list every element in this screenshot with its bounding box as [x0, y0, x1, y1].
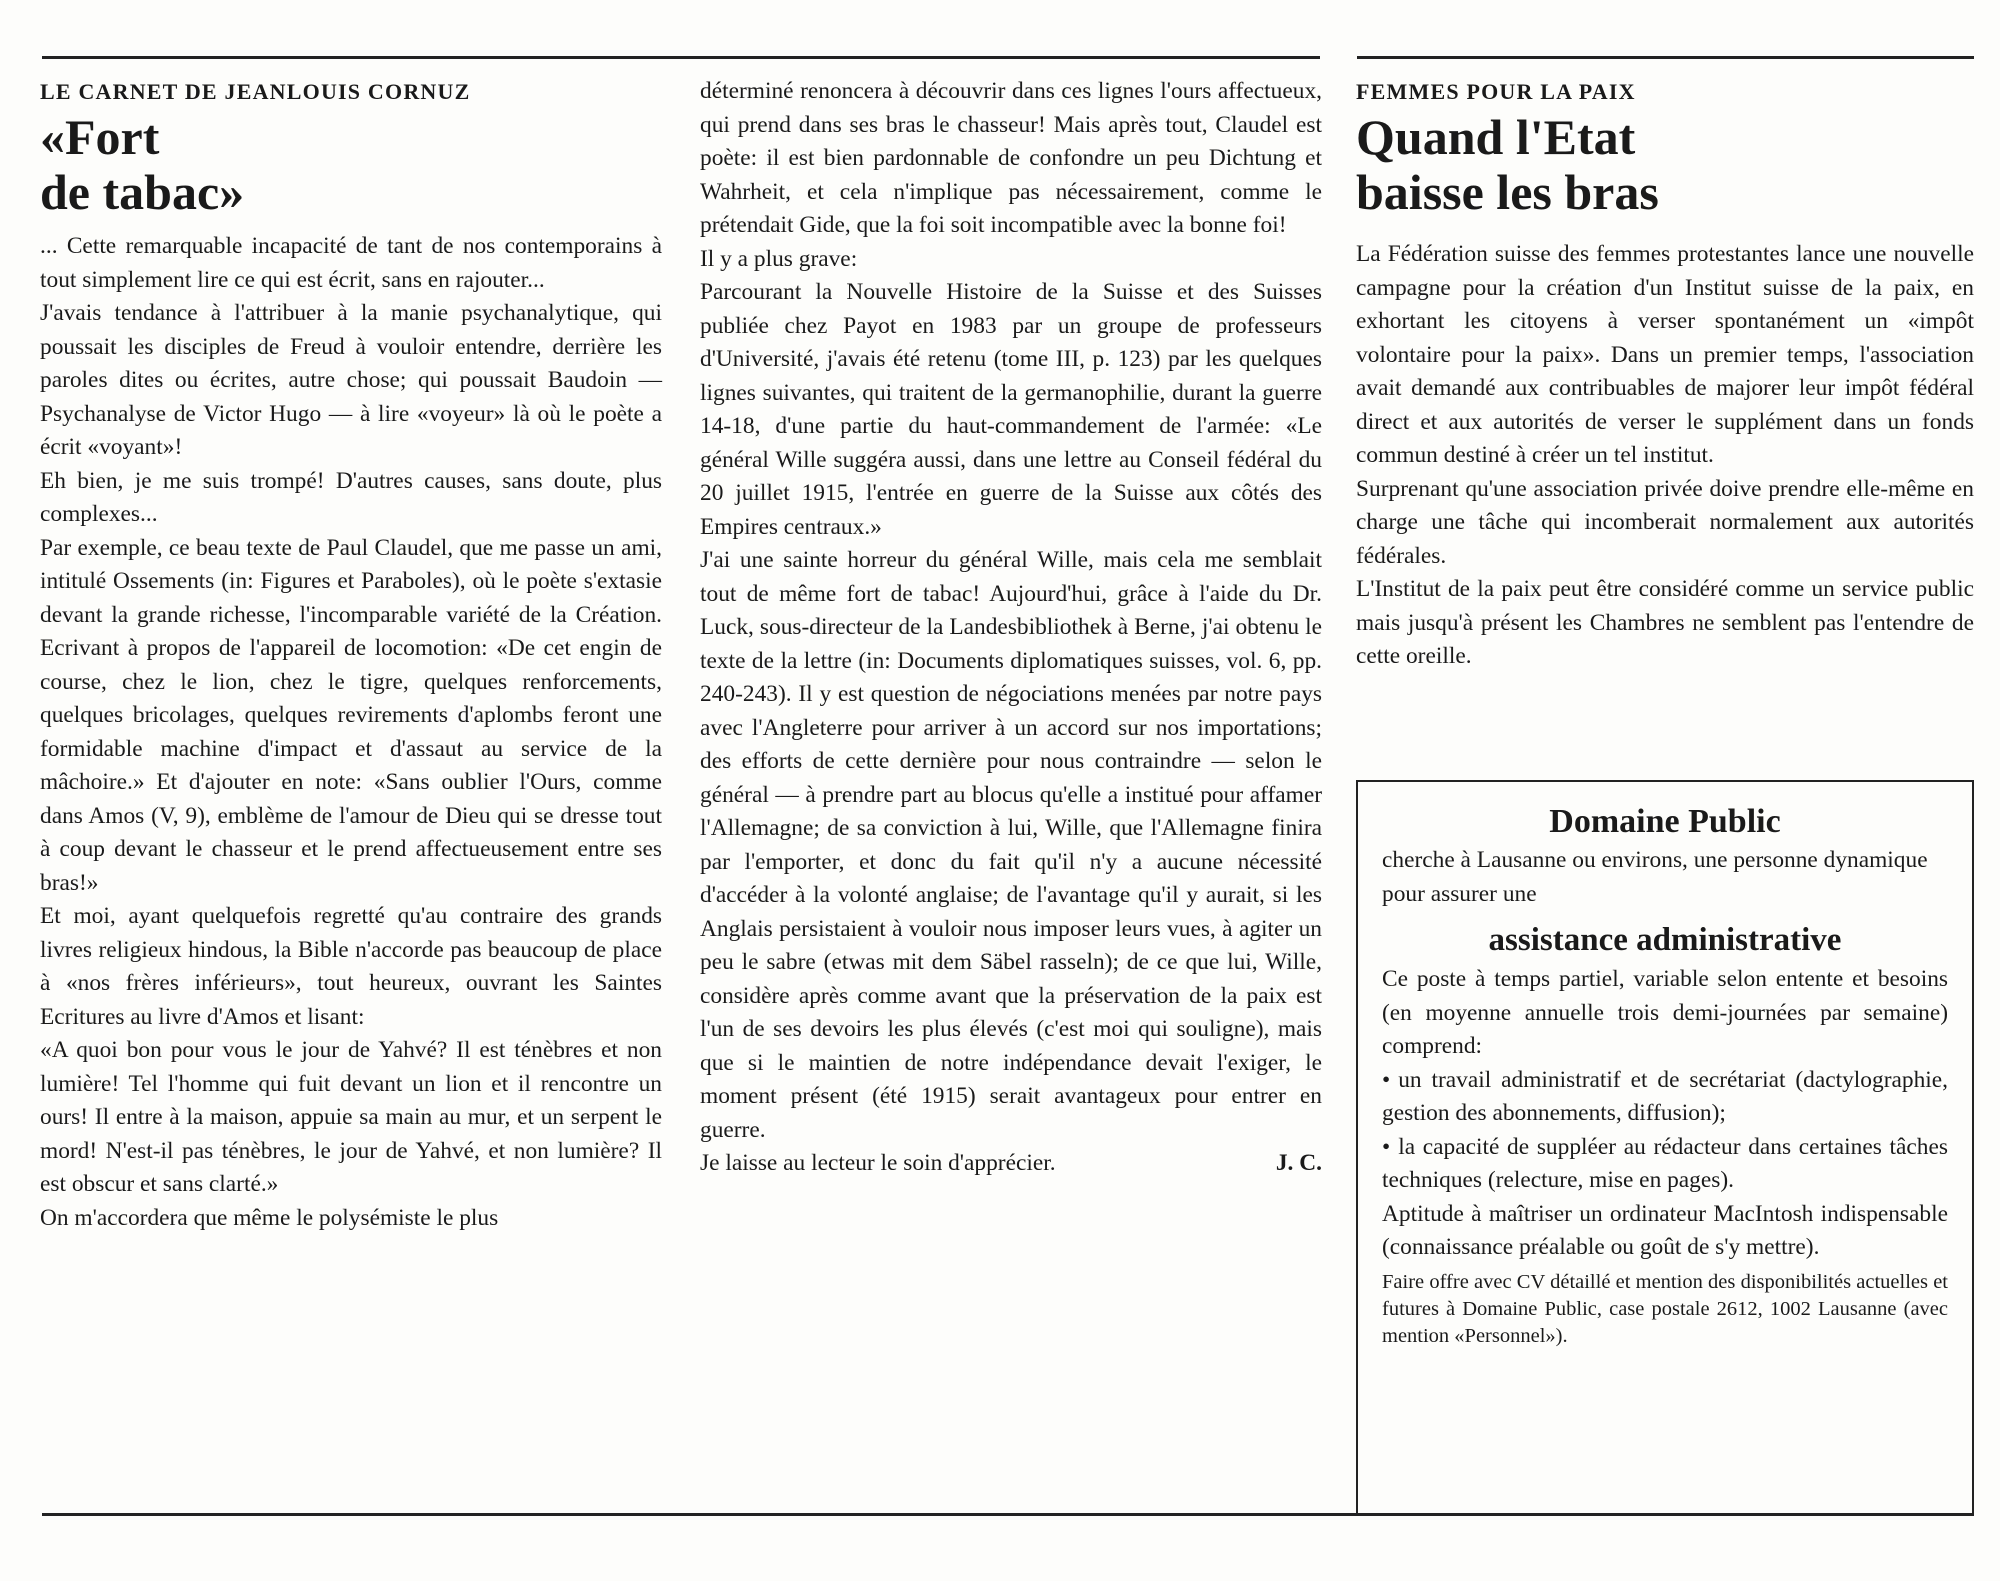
paragraph: La Fédération suisse des femmes protestantes lance une nouvelle campagne pour la création d'un Institut suisse de la paix, en exhortant les citoyens à verser spontanément un «impôt volontaire pour la paix». Dans un premier temps, l'association avait demandé aux contribuables de majorer leur impôt fédéral direct et aux autorités de verser le supplément dans un fonds commun destiné à créer un tel institut. [1356, 241, 1974, 468]
ad-title: Domaine Public [1549, 803, 1781, 840]
left-article-kicker: LE CARNET DE JEANLOUIS CORNUZ [40, 79, 471, 104]
ad-bullet: • la capacité de suppléer au rédacteur dans certaines tâches techniques (relecture, mise en pages). [1382, 1131, 1948, 1198]
closing-sentence: Je laisse au lecteur le soin d'apprécier. [700, 1150, 1056, 1176]
paragraph: déterminé renoncera à découvrir dans ces lignes l'ours affectueux, qui prend dans ses bras le chasseur! Mais après tout, Claudel est poète: il est bien pardonnable de confondre un peu Dichtung et Wahrheit, et cela n'implique pas nécessairement, comme le prétendait Gide, que la foi soit incompatible avec la bonne foi! [700, 78, 1322, 238]
paragraph: Et moi, ayant quelquefois regretté qu'au contraire des grands livres religieux hindous, la Bible n'accorde pas beaucoup de place à «nos frères inférieurs», tout heureux, ouvrant les Saintes Ecritures au livre d'Amos et lisant: [40, 903, 662, 1030]
left-article-title: «Fort de tabac» [40, 109, 245, 220]
author-signature: J. C. [1275, 1150, 1322, 1176]
left-article-column-2 [700, 75, 1322, 1181]
top-rule-right [1357, 56, 1974, 59]
paragraph: Eh bien, je me suis trompé! D'autres causes, sans doute, plus complexes... [40, 467, 662, 527]
ad-paragraph: Ce poste à temps partiel, variable selon entente et besoins (en moyenne annuelle trois demi-journées par semaine) comprend: [1382, 966, 1948, 1059]
paragraph: Surprenant qu'une association privée doive prendre elle-même en charge une tâche qui incomberait normalement aux autorités fédérales. [1356, 475, 1974, 569]
paragraph: J'ai une sainte horreur du général Wille, mais cela me semblait tout de même fort de tabac! Aujourd'hui, grâce à l'aide du Dr. Luck, sous-directeur de la Landesbibliothek à Berne, j'ai obtenu le texte de la lettre (in: Documents diplomatiques suisses, vol. 6, pp. 240-243). Il y est question de négociations menées par notre pays avec l'Angleterre pour arriver à un accord sur nos importations; des efforts de cette dernière pour nous contraindre — selon le général — à prendre part au blocus qu'elle a institué pour affamer l'Allemagne; de sa conviction à lui, Wille, que l'Allemagne finira par l'emporter, et donc du fait qu'il n'y a aucune nécessité d'accéder à la volonté anglaise; de l'avantage qu'il y aurait, si les Anglais persistaient à vouloir nous imposer leurs vues, à agiter un peu le sabre (etwas mit dem Säbel rasseln); de ce que lui, Wille, considère après comme avant que la préservation de la paix est l'un de ses devoirs les plus élevés (c'est moi qui souligne), mais que si le maintien de notre indépendance devait l'exiger, le moment présent (été 1915) serait avantageux pour entrer en guerre. [700, 547, 1322, 1143]
job-ad-box [1356, 780, 1974, 1515]
ad-paragraph: Aptitude à maîtriser un ordinateur MacIntosh indispensable (connaissance préalable ou goût de s'y mettre). [1382, 1200, 1948, 1260]
right-article [1356, 77, 1974, 674]
paragraph: J'avais tendance à l'attribuer à la manie psychanalytique, qui poussait les disciples de Freud à vouloir entendre, derrière les paroles dites ou écrites, autre chose; qui poussait Baudoin — Psychanalyse de Victor Hugo — à lire «voyeur» là où le poète a écrit «voyant»! [40, 300, 662, 460]
right-article-title: Quand l'Etat baisse les bras [1356, 109, 1659, 220]
paragraph: Il y a plus grave: [700, 245, 858, 272]
top-rule-left [42, 56, 1320, 59]
paragraph: L'Institut de la paix peut être considéré comme un service public mais jusqu'à présent les Chambres ne semblent pas l'entendre de cette oreille. [1356, 576, 1974, 669]
paragraph: Par exemple, ce beau texte de Paul Claudel, que me passe un ami, intitulé Ossements (in: Figures et Paraboles), où le poète s'extasie devant la grande richesse, l'incomparable variété de la Création. Ecrivant à propos de l'appareil de locomotion: «De cet engin de course, chez le lion, chez le tigre, quelques renforcements, quelques bricolages, quelques revirements d'aplombs feront une formidable machine d'impact et d'assaut au service de la mâchoire.» Et d'ajouter en note: «Sans oublier l'Ours, comme dans Amos (V, 9), emblème de l'amour de Dieu qui se dresse tout à coup devant le chasseur et le prend affectueusement entre ses bras!» [40, 534, 662, 896]
paragraph: «A quoi bon pour vous le jour de Yahvé? Il est ténèbres et non lumière! Tel l'homme qui fuit devant un lion et il rencontre un ours! Il entre à la maison, appuie sa main au mur, et un serpent le mord! N'est-il pas ténèbres, le jour de Yahvé, et non lumière? Il est obscur et sans clarté.» [40, 1037, 662, 1197]
ad-contact: Faire offre avec CV détaillé et mention des disponibilités actuelles et futures à Domaine Public, case postale 2612, 1002 Lausanne (avec mention «Personnel»). [1382, 1270, 1948, 1347]
left-article-column-1 [40, 77, 662, 1235]
paragraph: On m'accordera que même le polysémiste le plus [40, 1204, 499, 1231]
paragraph: ... Cette remarquable incapacité de tant de nos contemporains à tout simplement lire ce qui est écrit, sans en rajouter... [40, 233, 662, 293]
right-article-kicker: FEMMES POUR LA PAIX [1356, 79, 1636, 104]
ad-bullet: • un travail administratif et de secrétariat (dactylographie, gestion des abonnements, diffusion); [1382, 1064, 1948, 1131]
paragraph: Parcourant la Nouvelle Histoire de la Suisse et des Suisses publiée chez Payot en 1983 par un groupe de professeurs d'Université, j'avais été retenu (tome III, p. 123) par les quelques lignes suivantes, qui traitent de la germanophilie, durant la guerre 14-18, d'une partie du haut-commandement de l'armée: «Le général Wille suggéra aussi, dans une lettre au Conseil fédéral du 20 juillet 1915, l'entrée en guerre de la Suisse aux côtés des Empires centraux.» [700, 279, 1322, 540]
ad-subtitle: assistance administrative [1488, 922, 1842, 958]
ad-intro: cherche à Lausanne ou environs, une personne dynamique pour assurer une [1382, 847, 1928, 907]
closing-line [700, 1147, 1322, 1181]
